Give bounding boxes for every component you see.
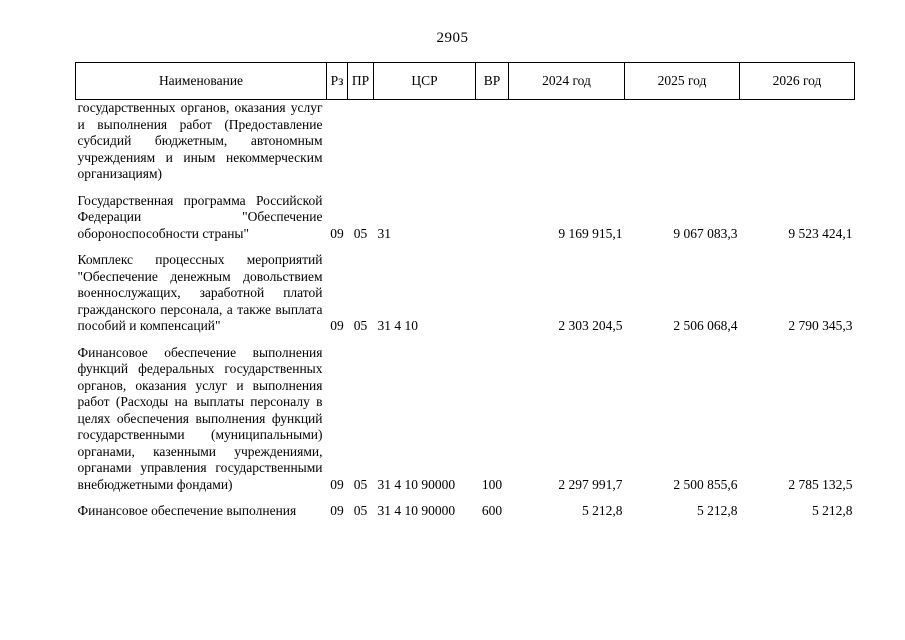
header-row xyxy=(76,63,855,100)
row-name: Финансовое обеспечение выполнения функций федеральных государственных органов, оказания услуг и выполнения работ (Расходы на выплаты персоналу в целях обеспечения выполнения функций государственными (муниципальными) органами, казенными учреждениями, органами управления государственными внебюджетными фондами) xyxy=(77,344,323,492)
row-2025: 2 506 068,4 xyxy=(673,318,738,333)
header-rz: Рз xyxy=(327,63,348,100)
row-csr: 31 4 10 90000 xyxy=(377,503,456,518)
row-2024 xyxy=(509,100,625,193)
row-2026: 5 212,8 xyxy=(812,503,853,518)
row-vr: 100 xyxy=(481,476,503,492)
header-csr: ЦСР xyxy=(374,63,476,100)
header-vr: ВР xyxy=(476,63,509,100)
table-row xyxy=(76,503,855,530)
row-vr: 600 xyxy=(481,503,503,518)
table-row xyxy=(76,345,855,504)
row-name: Комплекс процессных мероприятий "Обеспечение денежным довольствием военнослужащих, заработной платой гражданского персонала, а также выплата пособий и компенсаций" xyxy=(77,252,323,333)
row-2025 xyxy=(625,100,740,193)
row-2024: 5 212,8 xyxy=(582,503,623,518)
row-vr xyxy=(476,252,509,345)
row-name: государственных органов, оказания услуг и выполнения работ (Предоставление субсидий бюджетным, автономным учреждениям и иным некоммерческим организациям) xyxy=(77,100,323,181)
row-name: Государственная программа Российской Федерации "Обеспечение обороноспособности страны" xyxy=(77,192,323,241)
row-2026 xyxy=(740,100,855,193)
row-2026: 9 523 424,1 xyxy=(788,225,853,241)
table-row xyxy=(76,193,855,253)
row-rz: 09 xyxy=(330,503,344,518)
header-2024: 2024 год xyxy=(509,63,625,100)
table-row xyxy=(76,100,855,193)
row-pr xyxy=(348,100,374,193)
budget-table xyxy=(75,62,855,530)
header-2026: 2026 год xyxy=(740,63,855,100)
row-rz xyxy=(327,100,348,193)
row-pr: 05 xyxy=(353,225,368,241)
row-2025: 5 212,8 xyxy=(697,503,738,518)
row-2025: 9 067 083,3 xyxy=(673,225,738,241)
table-row xyxy=(76,252,855,345)
row-rz: 09 xyxy=(330,476,344,492)
row-rz: 09 xyxy=(330,318,344,333)
page-number: 2905 xyxy=(436,30,469,46)
row-2026: 2 785 132,5 xyxy=(788,476,853,492)
row-csr: 31 xyxy=(377,225,391,241)
row-rz: 09 xyxy=(330,225,344,241)
header-pr: ПР xyxy=(348,63,374,100)
row-2024: 2 297 991,7 xyxy=(558,476,623,492)
row-2024: 2 303 204,5 xyxy=(558,318,623,333)
row-vr xyxy=(476,193,509,253)
row-2026: 2 790 345,3 xyxy=(788,318,853,333)
row-csr: 31 4 10 90000 xyxy=(377,476,456,492)
header-2025: 2025 год xyxy=(625,63,740,100)
row-vr xyxy=(476,100,509,193)
row-name: Финансовое обеспечение выполнения xyxy=(77,503,297,518)
row-pr: 05 xyxy=(353,503,368,518)
row-pr: 05 xyxy=(353,476,368,492)
row-2025: 2 500 855,6 xyxy=(673,476,738,492)
header-name: Наименование xyxy=(76,63,327,100)
row-2024: 9 169 915,1 xyxy=(558,225,623,241)
row-csr xyxy=(374,100,476,193)
row-pr: 05 xyxy=(353,318,368,333)
row-csr: 31 4 10 xyxy=(377,318,418,333)
